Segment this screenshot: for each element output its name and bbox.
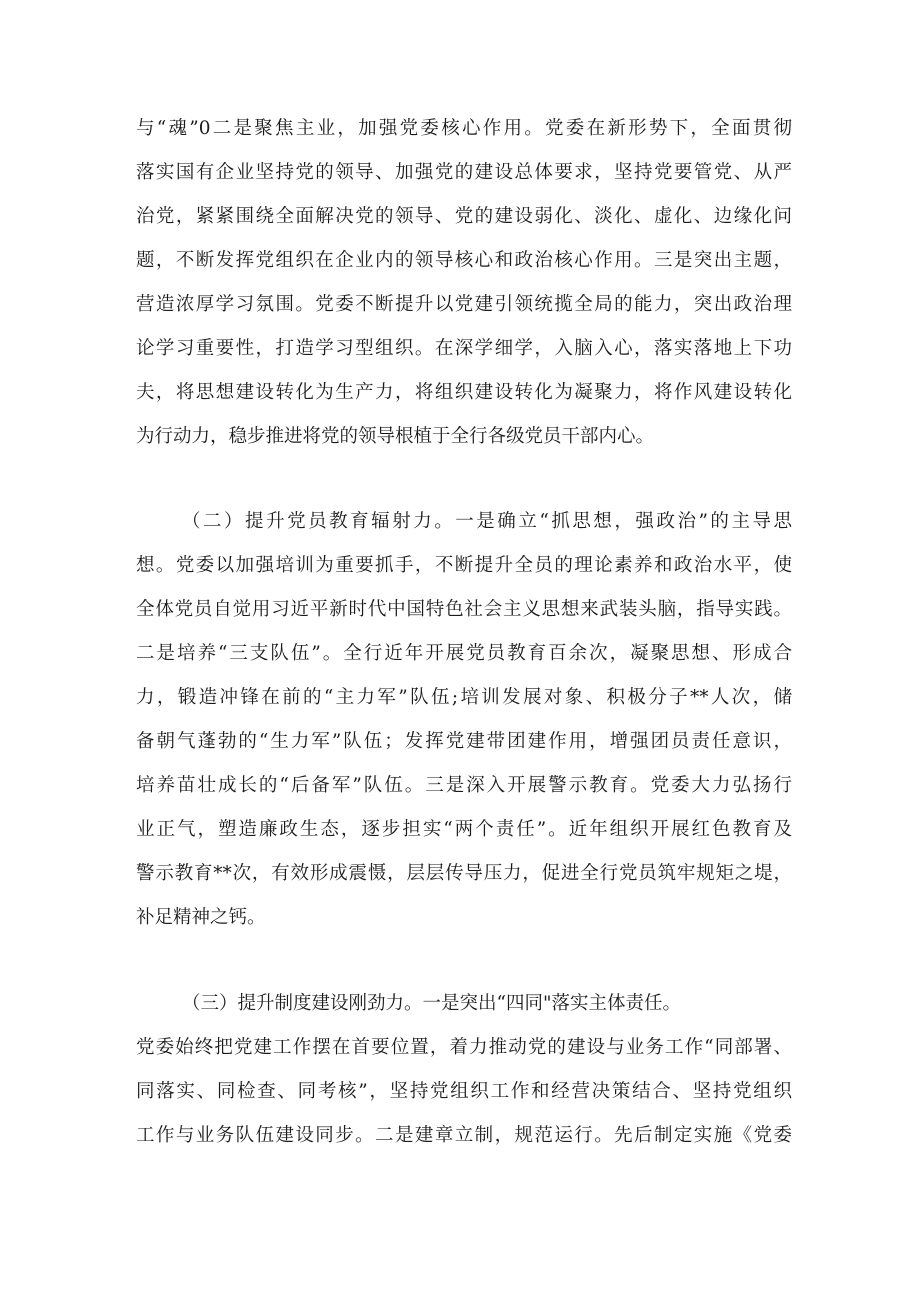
text-line: 夫，将思想建设转化为生产力，将组织建设转化为凝聚力，将作风建设转化 <box>136 382 792 403</box>
text-line: 备朝气蓬勃的“生力军”队伍；发挥党建带团建作用，增强团员责任意识， <box>136 731 792 752</box>
text-line: 警示教育**次，有效形成震慑，层层传导压力，促进全行党员筑牢规矩之堤， <box>136 863 792 884</box>
text-line: （三）提升制度建设刚劲力。一是突出“四同"落实主体责任。 <box>182 993 681 1014</box>
text-line: 全体党员自觉用习近平新时代中国特色社会主义思想来武装头脑，指导实践。 <box>136 599 792 620</box>
text-line: 培养苗壮成长的“后备军”队伍。三是深入开展警示教育。党委大力弘扬行 <box>136 775 792 796</box>
text-line: 落实国有企业坚持党的领导、加强党的建设总体要求，坚持党要管党、从严 <box>136 162 792 183</box>
text-line: （二）提升党员教育辐射力。一是确立“抓思想，强政治”的主导思 <box>182 511 792 532</box>
text-line: 为行动力，稳步推进将党的领导根植于全行各级党员干部内心。 <box>136 426 655 447</box>
text-line: 工作与业务队伍建设同步。二是建章立制，规范运行。先后制定实施《党委 <box>136 1125 792 1146</box>
text-line: 想。党委以加强培训为重要抓手，不断提升全员的理论素养和政治水平，使 <box>136 555 792 576</box>
text-line: 题，不断发挥党组织在企业内的领导核心和政治核心作用。三是突出主题， <box>136 250 792 271</box>
text-line: 业正气，塑造廉政生态，逐步担实“两个责任”。近年组织开展红色教育及 <box>136 819 792 840</box>
text-line: 论学习重要性，打造学习型组织。在深学细学，入脑入心，落实落地上下功 <box>136 338 792 359</box>
text-line: 力，锻造冲锋在前的“主力军”队伍;培训发展对象、积极分子**人次，储 <box>136 687 792 708</box>
text-line: 营造浓厚学习氛围。党委不断提升以党建引领统揽全局的能力，突出政治理 <box>136 294 792 315</box>
text-line: 治党，紧紧围绕全面解决党的领导、党的建设弱化、淡化、虚化、边缘化问 <box>136 206 792 227</box>
text-line: 与“魂”0二是聚焦主业，加强党委核心作用。党委在新形势下，全面贯彻 <box>136 118 792 139</box>
text-line: 补足精神之钙。 <box>136 907 266 928</box>
text-line: 二是培养“三支队伍”。全行近年开展党员教育百余次，凝聚思想、形成合 <box>136 643 792 664</box>
text-line: 党委始终把党建工作摆在首要位置，着力推动党的建设与业务工作“同部署、 <box>136 1037 792 1058</box>
text-line: 同落实、同检查、同考核”，坚持党组织工作和经营决策结合、坚持党组织 <box>136 1081 792 1102</box>
